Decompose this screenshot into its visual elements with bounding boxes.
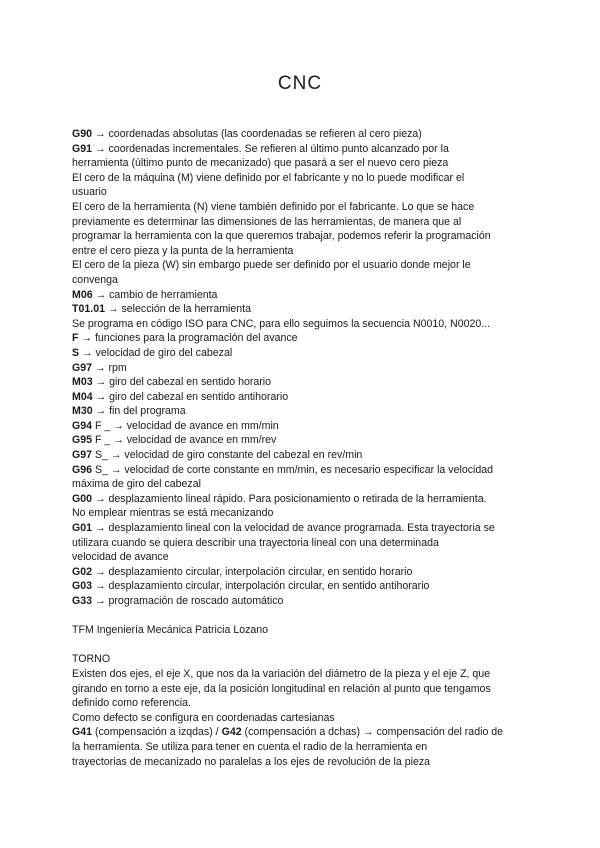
- code-description: → coordenadas absolutas (las coordenadas se refieren al cero pieza): [92, 128, 422, 140]
- code-g41: G41: [72, 726, 93, 739]
- g42-text: (compensación a dchas) → compensación del radio de: [241, 726, 504, 739]
- code-line: [72, 127, 532, 142]
- code-keyword: M04: [72, 390, 93, 403]
- code-description: previamente es determinar las dimensiones de las herramientas, de manera que al: [72, 215, 462, 228]
- code-keyword: G02: [72, 565, 93, 578]
- torno-line: Existen dos ejes, el eje X, que nos da la variación del diámetro de la pieza y el eje Z, que: [72, 667, 491, 680]
- code-line: [72, 273, 532, 288]
- code-description: → desplazamiento lineal con la velocidad de avance programada. Esta trayectoria se: [92, 522, 495, 535]
- code-description: S_ → velocidad de corte constante en mm/min, es necesario especificar la velocidad: [92, 463, 494, 476]
- code-list: [72, 127, 532, 609]
- code-line: [72, 390, 532, 405]
- spacer: [72, 638, 532, 653]
- code-keyword: G90: [72, 128, 93, 140]
- code-keyword: G03: [72, 580, 93, 593]
- code-line: [72, 463, 532, 478]
- code-line: [72, 594, 532, 609]
- code-keyword: M03: [72, 376, 93, 389]
- code-line: [72, 346, 532, 361]
- code-line: [72, 565, 532, 580]
- torno-line: la herramienta. Se utiliza para tener en cuenta el radio de la herramienta en: [72, 740, 428, 753]
- code-line: [72, 477, 532, 492]
- code-keyword: G96: [72, 463, 93, 476]
- code-description: herramienta (último punto de mecanizado) que pasará a ser el nuevo cero pieza: [72, 157, 449, 170]
- code-line: [72, 244, 532, 259]
- code-description: El cero de la pieza (W) sin embargo puede ser definido por el usuario donde mejor le: [72, 259, 471, 272]
- torno-line: definido como referencia.: [72, 697, 191, 710]
- author-note: TFM Ingeniería Mecánica Patricia Lozano: [72, 624, 269, 637]
- code-line: [72, 550, 532, 565]
- code-description: F _ → velocidad de avance en mm/rev: [92, 434, 277, 447]
- code-keyword: G91: [72, 142, 93, 155]
- torno-line: trayectorias de mecanizado no paralelas a los ejes de revolución de la pieza: [72, 755, 431, 768]
- code-description: → desplazamiento lineal rápido. Para posicionamiento o retirada de la herramienta.: [92, 492, 487, 505]
- code-description: Se programa en código ISO para CNC, para ello seguimos la secuencia N0010, N0020...: [72, 317, 491, 330]
- code-line: [72, 433, 532, 448]
- code-description: convenga: [72, 273, 118, 286]
- code-line: [72, 156, 532, 171]
- code-description: → giro del cabezal en sentido horario: [92, 376, 272, 389]
- code-keyword: G33: [72, 595, 93, 607]
- code-keyword: M30: [72, 405, 93, 418]
- code-description: El cero de la máquina (M) viene definido por el fabricante y no lo puede modificar el: [72, 171, 465, 184]
- code-line: [72, 185, 532, 200]
- code-description: máxima de giro del cabezal: [72, 478, 201, 491]
- code-description: → velocidad de giro del cabezal: [79, 346, 233, 359]
- code-description: usuario: [72, 186, 107, 199]
- torno-line: Como defecto se configura en coordenadas cartesianas: [72, 711, 335, 724]
- code-description: → selección de la herramienta: [104, 303, 252, 316]
- code-line: [72, 302, 532, 317]
- torno-compensation-line: [72, 725, 532, 740]
- code-line: [72, 200, 532, 215]
- code-keyword: G94: [72, 419, 93, 432]
- code-keyword: S: [72, 346, 80, 359]
- code-description: velocidad de avance: [72, 551, 169, 564]
- code-keyword: G95: [72, 434, 93, 447]
- spacer: [72, 609, 532, 624]
- code-description: No emplear mientras se está mecanizando: [72, 507, 274, 520]
- code-description: entre el cero pieza y la punta de la herramienta: [72, 244, 294, 257]
- code-description: → fin del programa: [92, 405, 186, 418]
- g41-text: (compensación a izqdas) /: [92, 726, 222, 739]
- code-line: [72, 361, 532, 376]
- code-line: [72, 229, 532, 244]
- code-g42: G42: [221, 726, 242, 739]
- code-line: [72, 258, 532, 273]
- code-description: → giro del cabezal en sentido antihorario: [92, 390, 289, 403]
- code-line: [72, 448, 532, 463]
- code-description: → desplazamiento circular, interpolación circular, en sentido antihorario: [92, 580, 430, 593]
- code-keyword: G01: [72, 522, 93, 535]
- code-description: → programación de roscado automático: [92, 595, 284, 607]
- code-description: utilizara cuando se quiera describir una trayectoria lineal con una determinada: [72, 536, 439, 549]
- code-description: programar la herramienta con la que queremos trabajar, podemos referir la programación: [72, 230, 491, 243]
- code-description: → rpm: [92, 361, 127, 374]
- code-keyword: M06: [72, 288, 93, 301]
- code-keyword: T01.01: [72, 303, 105, 316]
- code-line: [72, 331, 532, 346]
- code-keyword: G97: [72, 449, 93, 462]
- code-description: El cero de la herramienta (N) viene también definido por el fabricante. Lo que se hace: [72, 200, 475, 213]
- code-description: S_ → velocidad de giro constante del cabezal en rev/min: [92, 449, 363, 462]
- code-line: [72, 142, 532, 157]
- code-description: → desplazamiento circular, interpolación circular, en sentido horario: [92, 565, 413, 578]
- code-keyword: F: [72, 332, 79, 345]
- code-line: [72, 492, 532, 507]
- code-line: [72, 404, 532, 419]
- code-line: [72, 579, 532, 594]
- code-line: [72, 171, 532, 186]
- page-title: CNC: [277, 73, 323, 94]
- code-description: F _ → velocidad de avance en mm/min: [92, 419, 279, 432]
- document-body: [72, 127, 532, 769]
- code-description: → cambio de herramienta: [92, 288, 218, 301]
- code-description: → funciones para la programación del avance: [78, 332, 298, 345]
- code-keyword: G97: [72, 361, 93, 374]
- torno-heading: TORNO: [72, 653, 111, 666]
- code-line: [72, 419, 532, 434]
- torno-line: girando en torno a este eje, da la posición longitudinal en relación al punto que tengamos: [72, 682, 491, 695]
- code-line: [72, 288, 532, 303]
- code-description: → coordenadas incrementales. Se refieren al último punto alcanzado por la: [92, 142, 449, 155]
- code-line: [72, 215, 532, 230]
- code-line: [72, 506, 532, 521]
- code-line: [72, 375, 532, 390]
- code-keyword: G00: [72, 492, 93, 505]
- code-line: [72, 521, 532, 536]
- code-line: [72, 317, 532, 332]
- code-line: [72, 536, 532, 551]
